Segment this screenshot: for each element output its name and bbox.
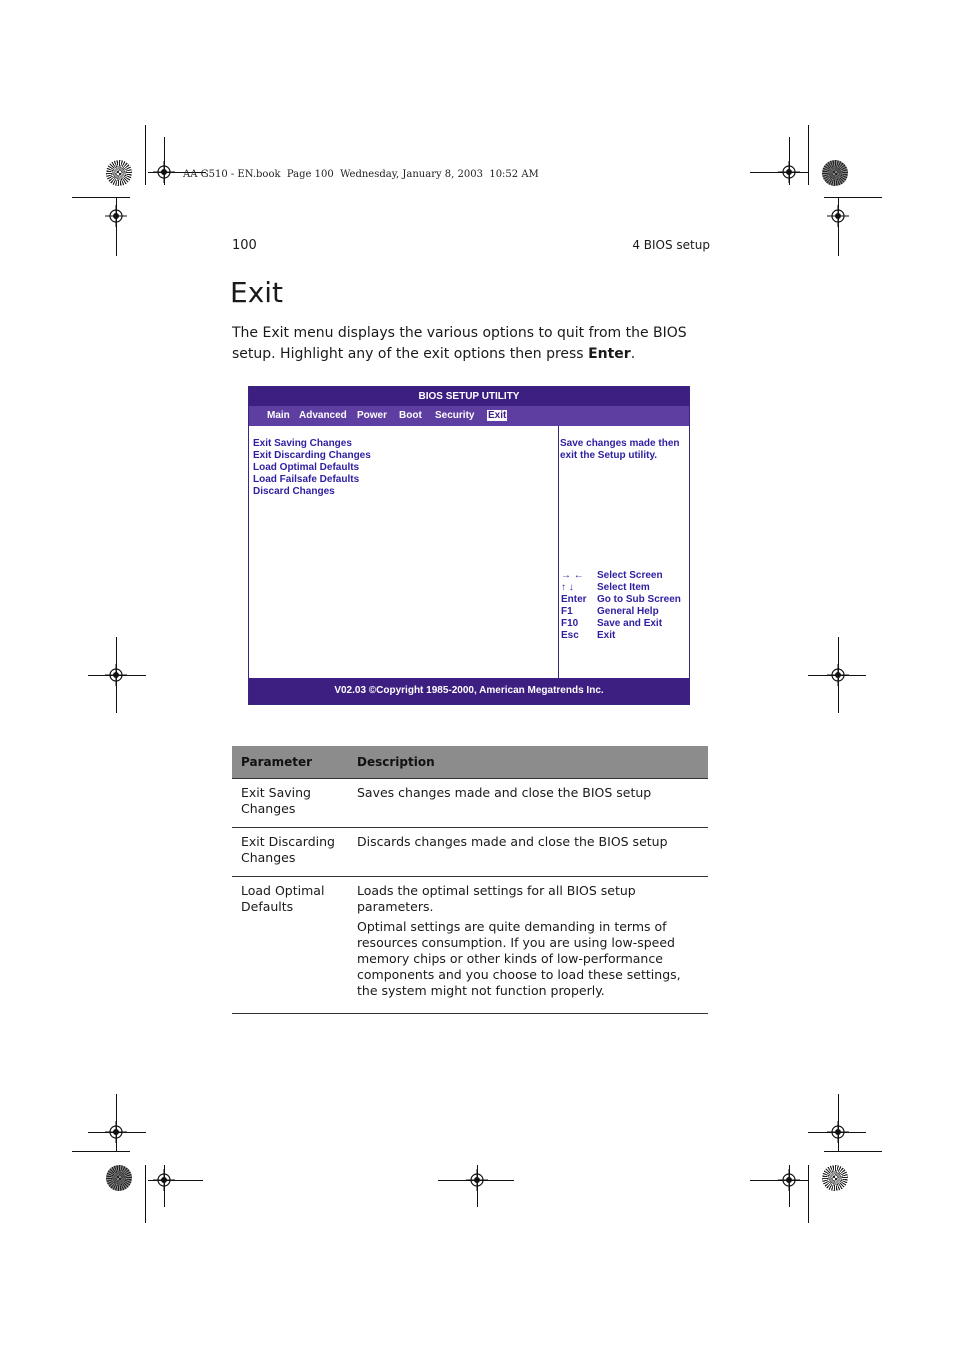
section-heading: Exit bbox=[230, 276, 284, 309]
bios-option-exit-discarding[interactable]: Exit Discarding Changes bbox=[253, 450, 371, 461]
param-cell bbox=[232, 877, 348, 1014]
desc-cell bbox=[348, 877, 708, 1014]
bios-title: BIOS SETUP UTILITY bbox=[249, 387, 689, 406]
intro-text: The Exit menu displays the various options to quit from the BIOS setup. Highlight any of the exit options then press bbox=[232, 325, 687, 362]
key-up-down: ↑ ↓ bbox=[561, 582, 574, 593]
key-f10: F10 bbox=[561, 618, 579, 629]
param-line: Load Optimal bbox=[241, 883, 325, 898]
table-row bbox=[232, 828, 708, 877]
bios-option-discard[interactable]: Discard Changes bbox=[253, 486, 335, 497]
desc-cell bbox=[348, 779, 708, 828]
bios-help-line: Save changes made then bbox=[560, 438, 680, 449]
header-parameter: Parameter bbox=[232, 746, 348, 779]
intro-key: Enter bbox=[588, 346, 631, 362]
bios-menu-power[interactable]: Power bbox=[357, 410, 388, 421]
header-description: Description bbox=[348, 746, 708, 779]
bios-menu-advanced[interactable]: Advanced bbox=[299, 410, 347, 421]
desc-paragraph: Loads the optimal settings for all BIOS setup parameters. bbox=[357, 883, 636, 914]
param-line: Exit Discarding bbox=[241, 834, 335, 849]
intro-end: . bbox=[630, 346, 636, 362]
bios-panel-divider bbox=[558, 426, 559, 678]
key-desc: Exit bbox=[597, 630, 616, 641]
bios-help-line: exit the Setup utility. bbox=[560, 450, 658, 461]
key-esc: Esc bbox=[561, 630, 579, 641]
bios-option-load-failsafe[interactable]: Load Failsafe Defaults bbox=[253, 474, 360, 485]
desc-paragraph: Discards changes made and close the BIOS setup bbox=[357, 834, 668, 849]
bios-help-text bbox=[560, 438, 688, 462]
key-desc: Save and Exit bbox=[597, 618, 663, 629]
key-desc: Go to Sub Screen bbox=[597, 594, 681, 605]
page-number: 100 bbox=[232, 238, 257, 253]
key-f1: F1 bbox=[561, 606, 573, 617]
desc-paragraph: Optimal settings are quite demanding in terms of resources consumption. If you are using low-speed memory chips or other kinds of low-performance components and you choose to load these settings, the system might not function properly. bbox=[357, 919, 681, 998]
param-line: Changes bbox=[241, 850, 296, 865]
key-enter: Enter bbox=[561, 594, 587, 605]
desc-cell bbox=[348, 828, 708, 877]
desc-paragraph: Saves changes made and close the BIOS setup bbox=[357, 785, 652, 800]
parameter-table bbox=[232, 746, 708, 1014]
param-line: Defaults bbox=[241, 899, 294, 914]
table-row bbox=[232, 779, 708, 828]
bios-menu-security[interactable]: Security bbox=[435, 410, 475, 421]
param-line: Exit Saving bbox=[241, 785, 311, 800]
chapter-title: 4 BIOS setup bbox=[632, 238, 710, 252]
bios-menu-exit[interactable]: Exit bbox=[488, 410, 507, 421]
key-desc: Select Item bbox=[597, 582, 650, 593]
table-header-row bbox=[232, 746, 708, 779]
bios-screenshot bbox=[248, 386, 690, 705]
table-row bbox=[232, 877, 708, 1014]
bios-copyright: V02.03 ©Copyright 1985-2000, American Megatrends Inc. bbox=[249, 678, 689, 704]
param-cell bbox=[232, 779, 348, 828]
bios-option-load-optimal[interactable]: Load Optimal Defaults bbox=[253, 462, 360, 473]
key-desc: Select Screen bbox=[597, 570, 663, 581]
bios-exit-options bbox=[253, 438, 371, 498]
key-left-right: → ← bbox=[561, 570, 584, 581]
bios-menu-bar bbox=[249, 406, 689, 426]
intro-paragraph bbox=[232, 323, 732, 365]
bios-menu-main[interactable]: Main bbox=[267, 410, 290, 421]
param-cell bbox=[232, 828, 348, 877]
param-line: Changes bbox=[241, 801, 296, 816]
book-info-line: AA G510 - EN.book Page 100 Wednesday, January 8, 2003 10:52 AM bbox=[183, 169, 539, 180]
key-desc: General Help bbox=[597, 606, 659, 617]
bios-option-exit-saving[interactable]: Exit Saving Changes bbox=[253, 438, 352, 449]
bios-menu-boot[interactable]: Boot bbox=[399, 410, 422, 421]
